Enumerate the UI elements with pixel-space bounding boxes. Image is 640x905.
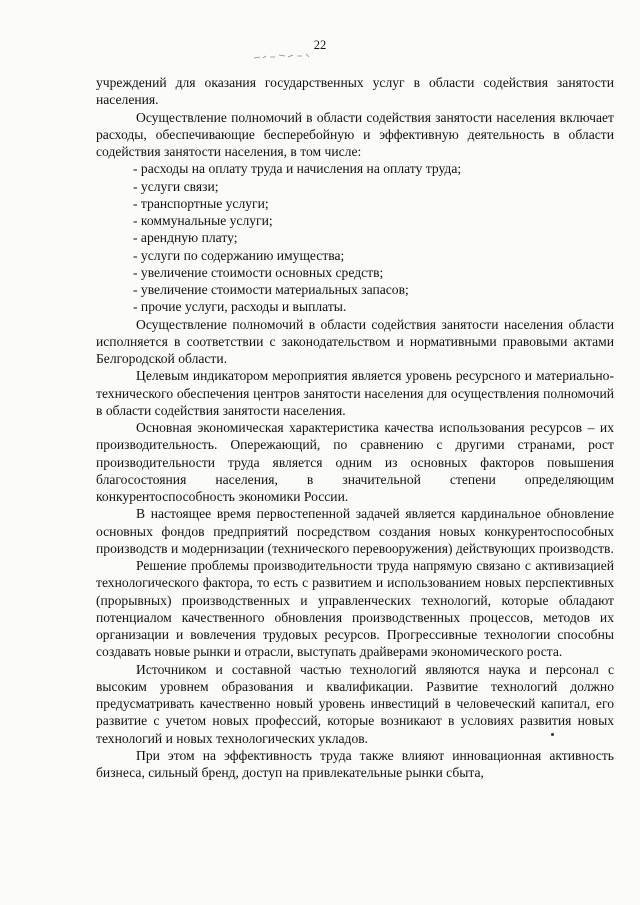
paragraph-productivity: Основная экономическая характеристика качества использования ресурсов – их производительность. Опережающий, по сравнению с другими странами, рост производительности труда является одним из основных факторов повышения благосостояния населения, в значительной степени определяющим конкурентоспособность экономики России.	[96, 420, 614, 504]
expense-list	[96, 160, 614, 315]
paragraph-target-indicator: Целевым индикатором мероприятия является уровень ресурсного и материально-технического обеспечения центров занятости населения для осуществления полномочий в области содействия занятости населения.	[96, 368, 614, 418]
list-item: - услуги по содержанию имущества;	[133, 247, 345, 263]
document-body	[96, 74, 614, 781]
paragraph-innovation: При этом на эффективность труда также влияют инновационная активность бизнеса, сильный бренд, доступ на привлекательные рынки сбыта,	[96, 747, 614, 780]
list-item: - увеличение стоимости материальных запасов;	[133, 282, 409, 297]
paragraph-technology-factor: Решение проблемы производительности труда напрямую связано с активизацией технологического фактора, то есть с развитием и использованием новых перспективных (прорывных) производственных и управленческих технологий, которые обладают потенциалом качественного обновления производственных процессов, методов их организации и вовлечения трудовых ресурсов. Прогрессивные технологии способны создавать новые рынки и отрасли, выступать драйверами экономического роста.	[96, 558, 614, 660]
paragraph-fixed-assets: В настоящее время первостепенной задачей является кардинальное обновление основных фондов предприятий посредством создания новых конкурентоспособных производств и модернизации (технического перевооружения) действующих производств.	[96, 506, 614, 556]
list-item: - услуги связи;	[133, 178, 219, 194]
paragraph-continuation: учреждений для оказания государственных услуг в области содействия занятости населения.	[96, 75, 614, 108]
list-item: - прочие услуги, расходы и выплаты.	[133, 299, 347, 315]
paragraph-legal-basis: Осуществление полномочий в области содействия занятости населения области исполняется в соответствии с законодательством и нормативными правовыми актами Белгородской области.	[96, 316, 614, 366]
scan-artifact-marks	[252, 52, 316, 60]
paragraph-science-personnel: Источником и составной частью технологий являются наука и персонал с высоким уровнем образования и квалификации. Развитие технологий должно предусматривать качественно новый уровень инвестиций в человеческий капитал, его развитие с учетом новых профессий, которые возникают в условиях развития новых технологий и новых технологических укладов.	[96, 661, 614, 746]
page-number: 22	[313, 38, 327, 52]
scan-speck	[551, 733, 554, 736]
list-item: - транспортные услуги;	[133, 195, 269, 211]
paragraph-powers-expenses: Осуществление полномочий в области содействия занятости населения включает расходы, обеспечивающие бесперебойную и эффективную деятельность в области содействия занятости населения, в том числе:	[96, 109, 614, 159]
list-item: - увеличение стоимости основных средств;	[133, 264, 384, 280]
list-item: - арендную плату;	[133, 230, 238, 246]
list-item: - коммунальные услуги;	[133, 213, 273, 228]
list-item: - расходы на оплату труда и начисления на оплату труда;	[133, 161, 462, 177]
